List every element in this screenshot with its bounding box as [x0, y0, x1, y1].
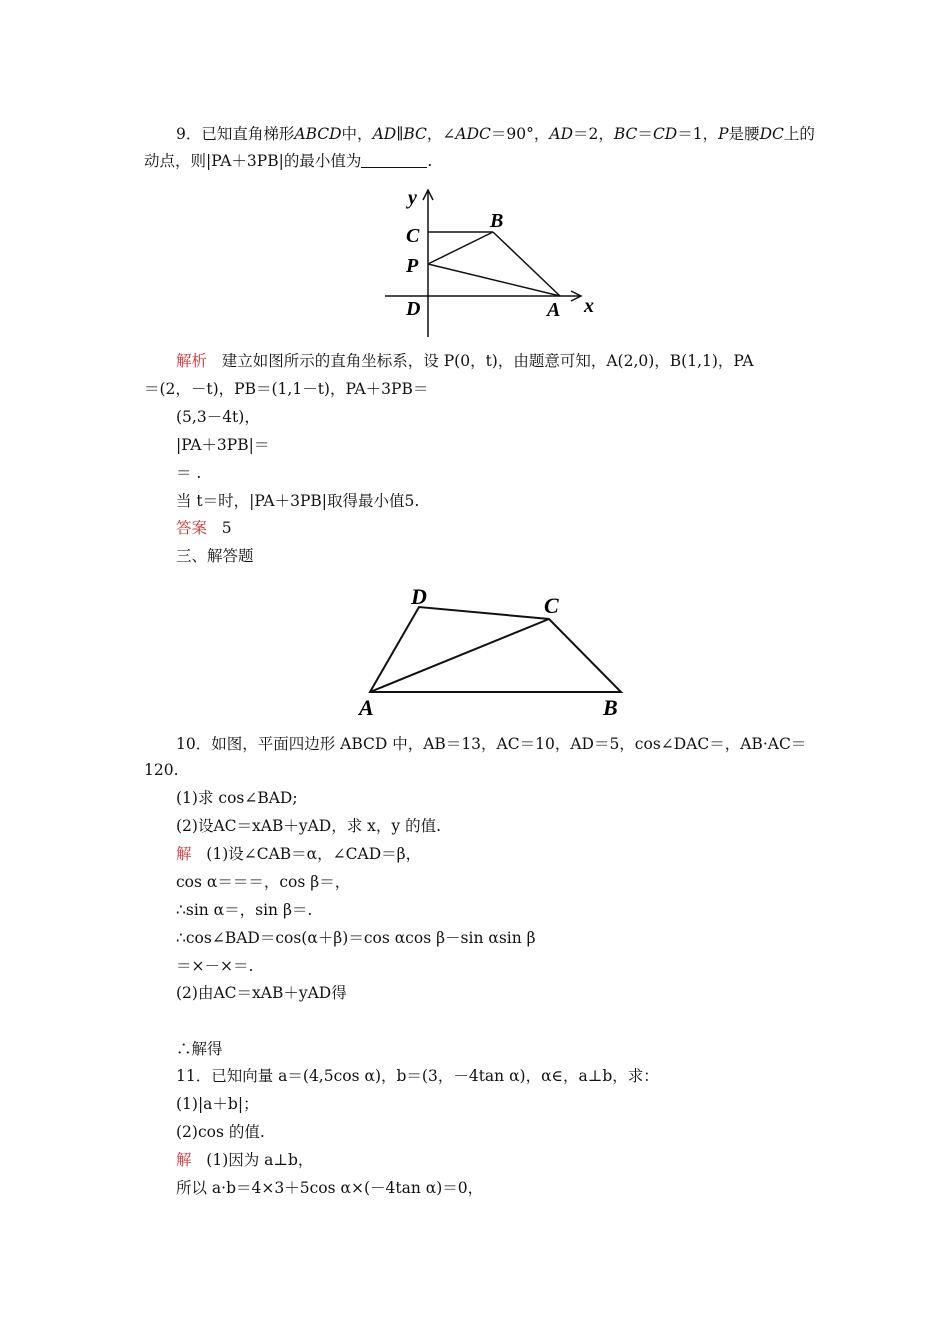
q9-text-f: ＝1， [677, 125, 719, 143]
q9-text-c: ，∠ [426, 125, 456, 143]
q9-parallel: ∥ [396, 125, 404, 143]
q9-bc2: BC [613, 125, 638, 143]
sol9-text-1: 建立如图所示的直角坐标系，设 P(0，t)，由题意可知，A(2,0)，B(1,1)，PA [221, 352, 754, 370]
q9-text-b: 中， [341, 125, 373, 143]
label-c: C [544, 593, 559, 618]
q9-line-1 [176, 124, 815, 144]
q9-eq: ＝ [637, 125, 653, 143]
solution-tag: 解 [176, 1151, 192, 1169]
q9-text-d: ＝90°， [490, 125, 550, 143]
solution-tag: 解 [176, 845, 192, 863]
label-d: D [411, 584, 427, 609]
q9-bc: BC [403, 125, 427, 143]
q10-line-8: ∴cos∠BAD＝cos(α＋β)＝cos αcos β－sin αsin β [176, 929, 536, 947]
label-a: A [547, 299, 561, 321]
segment-pb [428, 232, 493, 264]
label-p: P [406, 255, 419, 277]
q10-line-1: 10．如图，平面四边形 ABCD 中，AB＝13，AC＝10，AD＝5，cos∠DAC＝，AB·AC＝ [176, 735, 807, 753]
sol9-line-4: |PA＋3PB|＝ [176, 436, 270, 454]
q9-text-g: 是腰 [728, 125, 760, 143]
sol9-line-2: ＝(2，－t)，PB＝(1,1－t)，PA＋3PB＝ [144, 380, 429, 398]
coordinate-figure [375, 182, 605, 342]
label-y: y [408, 187, 417, 209]
q9-ad2: AD [549, 125, 573, 143]
q9-text-e: ＝2， [573, 125, 614, 143]
sol9-line-5: ＝ . [176, 464, 202, 482]
quadrilateral-abcd [370, 607, 621, 692]
q9-p: P [718, 125, 729, 143]
answer-value: 5 [221, 519, 232, 537]
label-c: C [406, 225, 420, 247]
q11-line-1: 11．已知向量 a＝(4,5cos α)，b＝(3，－4tan α)，α∈，a⊥b，求： [176, 1067, 659, 1085]
q9-line2-end: . [427, 152, 433, 170]
q9-line2-text: 动点，则|PA＋3PB|的最小值为 [144, 152, 362, 170]
q11-text-4: (1)因为 a⊥b， [206, 1151, 314, 1169]
q11-line-2: (1)|a＋b|； [176, 1095, 259, 1113]
q10-line-10: (2)由AC＝xAB＋yAD得 [176, 984, 347, 1002]
label-b: B [490, 210, 504, 232]
q10-line-9: ＝×－×＝. [176, 957, 254, 975]
sol9-line-6: 当 t＝时，|PA＋3PB|取得最小值5. [176, 492, 420, 510]
q9-text-h: 上的 [783, 125, 815, 143]
q9-line-2 [144, 151, 432, 171]
label-x: x [584, 295, 594, 317]
q9-ad: AD [372, 125, 397, 143]
q9-adc: ADC [455, 125, 491, 143]
q10-line-5 [176, 844, 421, 864]
label-d: D [406, 298, 421, 320]
q11-line-5: 所以 a·b＝4×3＋5cos α×(－4tan α)＝0， [176, 1179, 484, 1197]
segment-ba [493, 232, 560, 296]
section-heading: 三、解答题 [176, 547, 254, 565]
answer-blank [361, 153, 427, 168]
q9-cd: CD [652, 125, 678, 143]
answer-tag: 答案 [176, 519, 208, 537]
q9-dc: DC [759, 125, 784, 143]
diagonal-ac [370, 619, 549, 692]
q10-line-11: ∴解得 [176, 1040, 223, 1058]
sol9-line-1 [176, 351, 754, 371]
quadrilateral-figure [355, 580, 635, 720]
q10-line-7: ∴sin α＝，sin β＝. [176, 901, 313, 919]
segment-pa [428, 264, 560, 296]
q10-line-4: (2)设AC＝xAB＋yAD，求 x，y 的值. [176, 817, 441, 835]
solution-tag: 解析 [176, 352, 208, 370]
q10-line-6: cos α＝＝＝，cos β＝， [176, 873, 351, 891]
q10-text-5: (1)设∠CAB＝α，∠CAD＝β， [206, 845, 422, 863]
q9-text-a: 9．已知直角梯形 [176, 125, 295, 143]
label-a: A [359, 695, 374, 720]
q10-line-3: (1)求 cos∠BAD; [176, 789, 298, 807]
q11-line-4 [176, 1150, 313, 1170]
sol9-line-3: (5,3－4t)， [176, 408, 260, 426]
label-b: B [603, 695, 618, 720]
q9-abcd: ABCD [294, 125, 342, 143]
q11-line-3: (2)cos 的值. [176, 1123, 265, 1141]
q10-line-2: 120. [144, 761, 179, 779]
answer-line [176, 518, 232, 538]
